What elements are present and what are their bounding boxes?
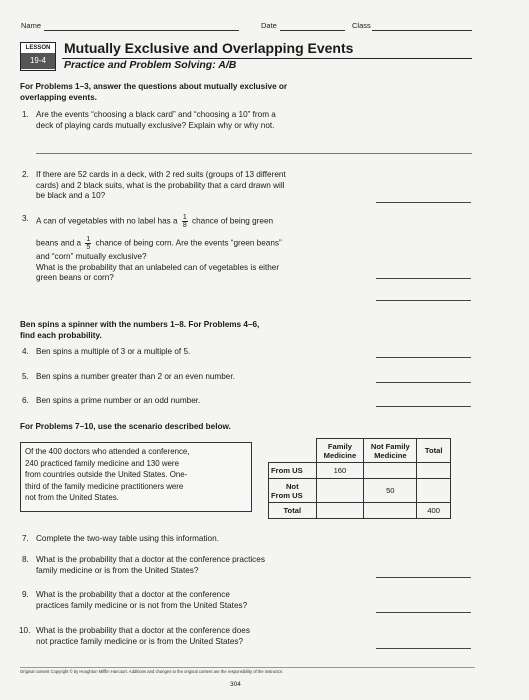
answer-line-9[interactable]: [376, 612, 471, 613]
footer-rule: [20, 667, 475, 668]
class-blank[interactable]: [372, 30, 472, 31]
question-1: 1. Are the events “choosing a black card” and “choosing a 10” from a deck of playing cards mutually exclusive? Explain why or why not.: [22, 110, 276, 130]
row-not-from-us: Not From US: [269, 479, 317, 503]
question-number: 6.: [22, 396, 29, 405]
lesson-badge: [20, 42, 56, 71]
row-from-us: From US: [269, 463, 317, 479]
answer-line-6[interactable]: [376, 406, 471, 407]
question-number: 4.: [22, 347, 29, 356]
section1-instruction: For Problems 1–3, answer the questions about mutually exclusive or overlapping events.: [20, 82, 288, 102]
question-number: 9.: [22, 590, 29, 599]
date-label: Date: [261, 21, 277, 30]
name-label: Name: [21, 21, 42, 30]
question-5: 5. Ben spins a number greater than 2 or an even number.: [22, 372, 235, 381]
question-3: 3. A can of vegetables with no label has a $\frac{1}{8}$ chance of being green beans and a $\frac{1}{5}$ chance of being corn. Are the events “green beans” and “corn” mutually exclusive? What is the probability that an unlabeled can of vegetables is either green beans or corn?: [22, 214, 282, 282]
cell-notus-family[interactable]: [316, 479, 364, 503]
answer-line-5[interactable]: [376, 382, 471, 383]
page-title: Mutually Exclusive and Overlapping Events: [64, 40, 354, 56]
question-number: 1.: [22, 110, 29, 119]
question-10: 10. What is the probability that a doctor at the conference does not practice family medicine or is from the United States?: [19, 626, 250, 646]
cell-notus-total[interactable]: [417, 479, 451, 503]
page-subtitle: Practice and Problem Solving: A/B: [64, 59, 237, 71]
header-total: Total: [417, 439, 451, 463]
question-6: 6. Ben spins a prime number or an odd number.: [22, 396, 201, 405]
question-number: 10.: [19, 626, 31, 635]
question-number: 2.: [22, 170, 29, 179]
answer-line-1[interactable]: [36, 153, 472, 154]
lesson-badge-label: LESSON: [25, 45, 51, 51]
cell-grand-total: 400: [417, 503, 451, 519]
copyright-notice: Original content Copyright © by Houghton Mifflin Harcourt. Additions and changes to the original content are the responsibility of the instructor.: [20, 669, 284, 674]
name-blank[interactable]: [44, 30, 239, 31]
question-number: 7.: [22, 534, 29, 543]
section3-instruction: For Problems 7–10, use the scenario described below.: [20, 422, 231, 431]
fraction-one-fifth: $\frac{1}{5}$: [86, 236, 91, 251]
question-2: 2. If there are 52 cards in a deck, with 2 red suits (groups of 13 different cards) and 2 black suits, what is the probability that a card drawn will be black and a 10?: [22, 170, 286, 200]
cell-notus-not-family: 50: [364, 479, 417, 503]
cell-us-total[interactable]: [417, 463, 451, 479]
answer-line-4[interactable]: [376, 357, 471, 358]
answer-line-3b[interactable]: [376, 300, 471, 301]
question-number: 3.: [22, 214, 29, 223]
row-total: Total: [269, 503, 317, 519]
class-label: Class: [352, 21, 371, 30]
scenario-box: Of the 400 doctors who attended a conference, 240 practiced family medicine and 130 were from countries outside the United States. One- third of the family medicine practitioners were not from the United States.: [20, 442, 252, 512]
question-8: 8. What is the probability that a doctor at the conference practices family medicine or is from the United States?: [22, 555, 265, 575]
cell-us-not-family[interactable]: [364, 463, 417, 479]
section2-instruction: Ben spins a spinner with the numbers 1–8. For Problems 4–6, find each probability.: [20, 320, 260, 340]
question-9: 9. What is the probability that a doctor at the conference practices family medicine or is not from the United States?: [22, 590, 248, 610]
date-blank[interactable]: [280, 30, 345, 31]
header-family-medicine: Family Medicine: [316, 439, 364, 463]
answer-line-10[interactable]: [376, 648, 471, 649]
question-number: 5.: [22, 372, 29, 381]
answer-line-2[interactable]: [376, 202, 471, 203]
question-4: 4. Ben spins a multiple of 3 or a multiple of 5.: [22, 347, 191, 356]
two-way-table: [268, 438, 451, 519]
answer-line-8[interactable]: [376, 577, 471, 578]
question-number: 8.: [22, 555, 29, 564]
answer-line-3a[interactable]: [376, 278, 471, 279]
cell-us-family: 160: [316, 463, 364, 479]
cell-total-not-family[interactable]: [364, 503, 417, 519]
cell-total-family[interactable]: [316, 503, 364, 519]
question-7: 7. Complete the two-way table using this information.: [22, 534, 219, 543]
lesson-badge-number: 19-4: [21, 53, 55, 69]
page-number: 304: [230, 681, 241, 688]
header-not-family-medicine: Not Family Medicine: [364, 439, 417, 463]
fraction-one-eighth: $\frac{1}{8}$: [182, 214, 187, 229]
